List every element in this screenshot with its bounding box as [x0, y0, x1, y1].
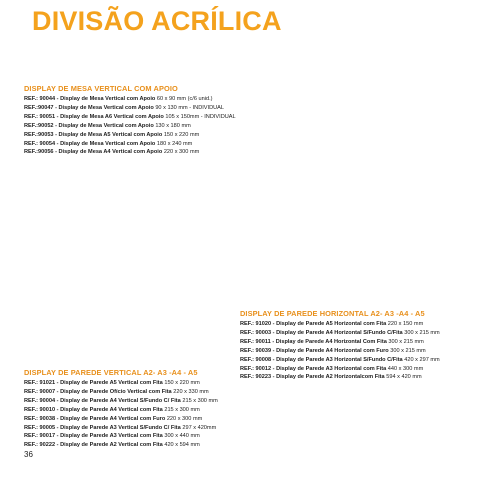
product-ref: REF.: 90051 - Display de Mesa A6 Vertical com Apoio: [24, 113, 164, 120]
product-ref: REF.: 90011 - Display de Parede A4 Horizontal Com Fita: [240, 338, 387, 345]
product-dimensions: 105 x 150mm - INDIVIDUAL: [165, 113, 236, 120]
product-dimensions: 220 x 300 mm: [163, 149, 200, 156]
section-mesa-vertical: [24, 84, 236, 157]
product-ref: REF.: 90222 - Display de Parede A2 Vertical com Fita: [24, 442, 163, 449]
product-dimensions: 440 x 300 mm: [387, 365, 424, 372]
product-dimensions: 60 x 90 mm (c/6 unid.): [156, 96, 213, 102]
product-row: [24, 122, 236, 131]
product-ref: REF.: 91020 - Display de Parede A5 Horizontal com Fita: [240, 321, 387, 327]
product-dimensions: 215 x 300 mm: [164, 406, 200, 413]
product-row: [240, 320, 440, 329]
product-row: [24, 424, 218, 433]
product-dimensions: 150 x 220 mm: [163, 131, 200, 138]
product-dimensions: 90 x 130 mm - INDIVIDUAL: [155, 104, 225, 111]
section-title: DISPLAY DE PAREDE VERTICAL A2- A3 -A4 - A5: [24, 368, 198, 377]
product-row: [24, 148, 236, 157]
product-dimensions: 594 x 420 mm: [386, 374, 422, 381]
product-ref: REF.: 90003 - Display de Parede A4 Horizontal S/Fundo C/Fita: [240, 329, 403, 336]
product-row: [24, 113, 236, 122]
product-row: [24, 140, 236, 149]
product-dimensions: 150 x 220 mm: [164, 380, 200, 386]
product-ref: REF.: 90012 - Display de Parede A3 Horizontal com Fita: [240, 365, 387, 372]
product-dimensions: 300 x 440 mm: [164, 433, 200, 440]
product-row: [240, 373, 440, 382]
section-title: DISPLAY DE PAREDE HORIZONTAL A2- A3 -A4 - A5: [240, 309, 425, 318]
product-dimensions: 420 x 594 mm: [164, 442, 200, 449]
product-row: [24, 379, 218, 388]
product-dimensions: 300 x 215 mm: [388, 338, 424, 345]
product-ref: REF.:90052 - Display de Mesa Vertical com Apoio: [24, 122, 154, 129]
product-dimensions: 220 x 300 mm: [166, 415, 203, 422]
product-ref: REF.: 90223 - Display de Parede A2 Horizontalcom Fita: [240, 374, 385, 381]
section-title: DISPLAY DE MESA VERTICAL COM APOIO: [24, 84, 178, 93]
page-number: 36: [24, 450, 33, 459]
product-row: [24, 432, 218, 441]
product-dimensions: 180 x 240 mm: [156, 140, 193, 147]
product-dimensions: 300 x 215 mm: [404, 329, 440, 336]
product-dimensions: 297 x 420mm: [182, 424, 217, 431]
product-row: [24, 406, 218, 415]
product-ref: REF.: 90007 - Display de Parede Ofício Vertical com Fita: [24, 388, 172, 395]
product-row: [240, 356, 440, 365]
product-dimensions: 215 x 300 mm: [182, 397, 218, 404]
product-row: [24, 415, 218, 424]
product-ref: REF.: 90008 - Display de Parede A3 Horizontal S/Fundo C/Fita: [240, 356, 403, 363]
product-ref: REF.: 90039 - Display de Parede A4 Horizontal com Furo: [240, 347, 389, 354]
product-row: [240, 347, 440, 356]
product-row: [24, 397, 218, 406]
product-row: [24, 104, 236, 113]
product-ref: REF.: 90010 - Display de Parede A4 Vertical com Fita: [24, 406, 163, 413]
section-parede-horizontal: [240, 309, 440, 382]
product-row: [240, 338, 440, 347]
product-row: [240, 365, 440, 374]
page-title: DIVISÃO ACRÍLICA: [32, 6, 282, 36]
product-ref: REF.: 90054 - Display de Mesa Vertical com Apoio: [24, 140, 156, 147]
product-row: [24, 441, 218, 450]
product-ref: REF.: 90004 - Display de Parede A4 Vertical S/Fundo C/ Fita: [24, 397, 181, 404]
product-ref: REF.: 90005 - Display de Parede A3 Vertical S/Fundo C/ Fita: [24, 424, 181, 431]
product-ref: REF.: 90038 - Display de Parede A4 Vertical com Furo: [24, 415, 166, 422]
product-row: [240, 329, 440, 338]
product-ref: REF.: 91021 - Display de Parede A5 Vertical com Fita: [24, 380, 163, 386]
product-ref: REF.:90053 - Display de Mesa A5 Vertical com Apoio: [24, 131, 163, 138]
product-dimensions: 300 x 215 mm: [390, 347, 426, 354]
product-dimensions: 220 x 330 mm: [173, 388, 209, 395]
product-ref: REF.: 90044 - Display de Mesa Vertical com Apoio: [24, 96, 156, 102]
product-ref: REF.:90047 - Display de Mesa Vertical com Apoio: [24, 104, 154, 111]
product-row: [24, 388, 218, 397]
product-dimensions: 130 x 180 mm: [155, 122, 191, 129]
product-list: [24, 379, 218, 450]
product-ref: REF.:90056 - Display de Mesa A4 Vertical com Apoio: [24, 149, 163, 156]
section-parede-vertical: [24, 368, 218, 450]
product-dimensions: 220 x 150 mm: [387, 321, 424, 327]
product-ref: REF.: 90017 - Display de Parede A3 Vertical com Fita: [24, 433, 163, 440]
product-list: [240, 320, 440, 382]
product-dimensions: 420 x 297 mm: [404, 356, 440, 363]
product-row: [24, 131, 236, 140]
product-row: [24, 95, 236, 104]
product-list: [24, 95, 236, 157]
